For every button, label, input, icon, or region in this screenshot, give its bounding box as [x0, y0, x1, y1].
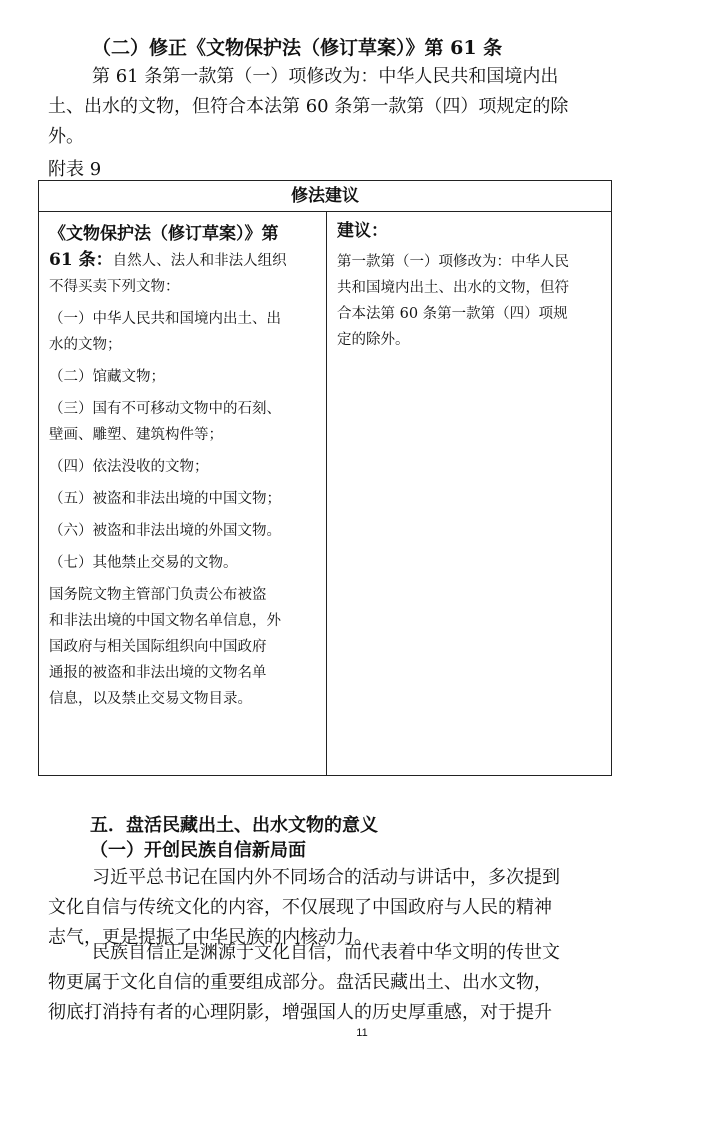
law-item-6-line1: （六）被盗和非法出境的外国文物。: [49, 523, 281, 539]
section-5-title: 五．盘活民藏出土、出水文物的意义: [90, 815, 378, 836]
law-closing: [49, 582, 321, 712]
law-item-1: [49, 306, 321, 358]
suggestion-title: 建议：: [337, 221, 388, 241]
para2-line-1: 民族自信正是渊源于文化自信，而代表着中华文明的传世文: [92, 942, 560, 963]
law-intro: [49, 247, 321, 274]
law-item-3-line1: （三）国有不可移动文物中的石刻、: [49, 401, 281, 417]
para1-line-1: 习近平总书记在国内外不同场合的活动与讲话中，多次提到: [92, 867, 560, 888]
suggestion-line-2: 共和国境内出土、出水的文物，但符: [337, 280, 569, 296]
table-column-divider: [326, 212, 327, 775]
suggestion-line-1: 第一款第（一）项修改为：中华人民: [337, 254, 569, 270]
section-5-1-title: （一）开创民族自信新局面: [90, 840, 306, 861]
amend-line-1: 第 61 条第一款第（一）项修改为：中华人民共和国境内出: [92, 66, 559, 87]
law-closing-line5: 信息，以及禁止交易文物目录。: [49, 691, 252, 707]
law-intro-line2: 不得买卖下列文物：: [49, 279, 180, 295]
law-intro-rest: 自然人、法人和非法人组织: [112, 253, 287, 269]
law-item-6: [49, 518, 321, 544]
table-header: 修法建议: [39, 181, 611, 212]
page-number: 11: [356, 1027, 368, 1039]
law-item-7: [49, 550, 321, 576]
paragraph-2: [48, 938, 618, 1028]
law-title-line2: 61 条：: [49, 250, 113, 270]
table-cell-suggestion: [337, 217, 607, 353]
amend-paragraph: [48, 62, 618, 152]
para2-line-3: 彻底打消持有者的心理阴影，增强国人的历史厚重感，对于提升: [48, 1002, 552, 1023]
law-closing-line4: 通报的被盗和非法出境的文物名单: [49, 665, 267, 681]
law-title-line1: 《文物保护法（修订草案）》第: [49, 224, 279, 244]
section-heading-amend-61: （二）修正《文物保护法（修订草案）》第 61 条: [92, 37, 503, 59]
amendment-table: [38, 180, 612, 776]
law-item-1-line1: （一）中华人民共和国境内出土、出: [49, 311, 281, 327]
law-item-4-line1: （四）依法没收的文物；: [49, 459, 209, 475]
suggestion-body: [337, 249, 607, 353]
suggestion-line-4: 定的除外。: [337, 332, 410, 348]
law-item-4: [49, 454, 321, 480]
law-item-7-line1: （七）其他禁止交易的文物。: [49, 555, 238, 571]
para2-line-2: 物更属于文化自信的重要组成部分。盘活民藏出土、出水文物，: [48, 972, 552, 993]
amend-line-3: 外。: [48, 126, 84, 147]
table-label: 附表 9: [48, 159, 102, 180]
law-closing-line3: 国政府与相关国际组织向中国政府: [49, 639, 267, 655]
law-closing-line1: 国务院文物主管部门负责公布被盗: [49, 587, 267, 603]
para1-line-2: 文化自信与传统文化的内容，不仅展现了中国政府与人民的精神: [48, 897, 552, 918]
law-item-3-line2: 壁画、雕塑、建筑构件等；: [49, 427, 223, 443]
suggestion-line-3: 合本法第 60 条第一款第（四）项规: [337, 306, 568, 322]
law-item-5: [49, 486, 321, 512]
para1-line-3: 志气，更是提振了中华民族的内核动力。: [48, 927, 372, 948]
amend-line-2: 土、出水的文物，但符合本法第 60 条第一款第（四）项规定的除: [48, 96, 569, 117]
law-item-3: [49, 396, 321, 448]
law-item-1-line2: 水的文物；: [49, 337, 122, 353]
law-item-5-line1: （五）被盗和非法出境的中国文物；: [49, 491, 281, 507]
law-item-2: [49, 364, 321, 390]
table-cell-original-text: [49, 221, 321, 712]
law-closing-line2: 和非法出境的中国文物名单信息，外: [49, 613, 281, 629]
law-item-2-line1: （二）馆藏文物；: [49, 369, 165, 385]
